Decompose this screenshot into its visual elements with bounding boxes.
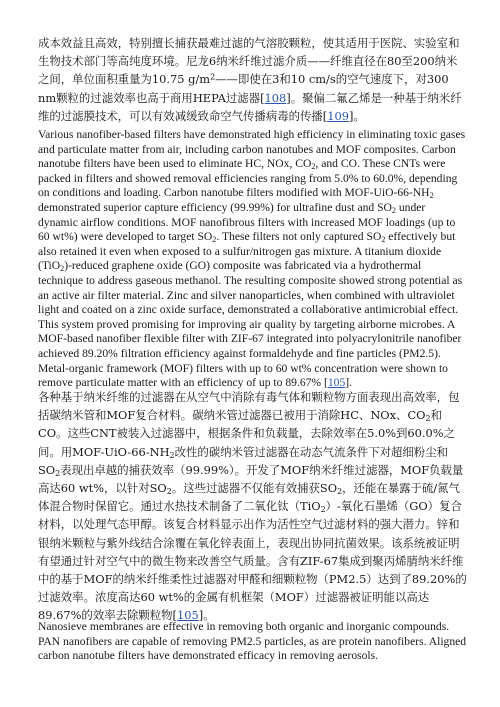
text: ，还能在暴露于硫/氮气体混合物时保留它。通过水热技术制备了二氧化钛（TiO xyxy=(38,481,460,514)
document-page xyxy=(38,34,468,664)
subscript: 2 xyxy=(212,235,217,245)
text: )-reduced graphene oxide (GO) composite was fabricated via a hydrothermal technique to address gaseous methanol. The resulting composite showed strong potential as an active air filter material. Zinc and silver nanoparticles, when combined with ultraviolet light and coated on a zinc oxide surface, demonstrated a collaborative antimicrobial effect. This system proved promising for improving air quality by targeting airborne microbes. A MOF-based nanofiber flexible filter with ZIF-67 integrated into polyacrylonitrile nanofiber achieved 89.20% filtration efficiency against formaldehyde and fine particles (PM2.5). Metal-organic framework (MOF) filters with up to 60 wt% concentration were shown to remove particulate matter with an efficiency of up to 89.67% [ xyxy=(38,259,463,390)
text: , and CO. These CNTs were packed in filters and showed removal efficiencies ranging from 5.0% to 60.0%, depending on conditions and loading. Carbon nanotube filters modified with MOF-UiO-66-NH xyxy=(38,157,458,200)
text: ]。 xyxy=(198,608,215,623)
text: Nanosieve membranes are effective in removing both organic and inorganic compounds. PAN nanofibers are capable of removing PM2.5 particles, as are protein nanofibers. Aligned carbon nanotube filters have demonstrated efficacy in removing aerosols. xyxy=(38,620,467,663)
text: 各种基于纳米纤维的过滤器在从空气中消除有毒气体和颗粒物方面表现出高效率，包括碳纳米管和MOF复合材料。碳纳米管过滤器已被用于消除HC、NOx、CO xyxy=(38,390,460,423)
text: ]。聚偏二氟乙烯是一种基于纳米纤维的过滤膜技术，可以有效减缓致命空气传播病毒的传播[ xyxy=(38,90,462,123)
text: effectively but also retained it even when exposed to a sulfur/nitrogen gas mixture. A titanium dioxide (TiO xyxy=(38,230,456,273)
text: Various nanofiber-based filters have demonstrated high efficiency in eliminating toxic gases and particulate matter from air, including carbon nanotubes and MOF composites. Carbon nanotube filters have been used to eliminate HC, NOx, CO xyxy=(38,128,466,171)
subscript: 2 xyxy=(429,191,434,201)
text: 成本效益且高效，特别擅长捕获最难过滤的气溶胶颗粒，使其适用于医院、实验室和生物技术部门等高纯度环境。尼龙6纳米纤维过滤介质——纤维直径在80至200纳米之间，单位面积重量为10.75 g/m xyxy=(38,36,460,87)
text: ]。 xyxy=(348,108,365,123)
text: demonstrated superior capture efficiency (99.99%) for ultrafine dust and SO xyxy=(38,200,392,214)
citation-link-105[interactable]: 105 xyxy=(177,608,199,623)
subscript: 2 xyxy=(381,235,386,245)
subscript: 2 xyxy=(169,450,175,460)
citation-link-109[interactable]: 109 xyxy=(327,108,349,123)
subscript: 2 xyxy=(425,414,431,424)
paragraph-3-chinese xyxy=(38,388,468,623)
text: under dynamic airflow conditions. MOF nanofibrous filters with increased MOF loadings (up to 60 wt%) were developed to target SO xyxy=(38,200,456,244)
text: . These filters not only captured SO xyxy=(216,230,382,244)
paragraph-1-chinese xyxy=(38,34,468,123)
text: 和CO。这些CNT被装入过滤器中，根据条件和负载量，去除效率在5.0%到60.0%之间。用MOF-UiO-66-NH xyxy=(38,408,456,459)
subscript: 2 xyxy=(60,264,65,274)
citation-link-108[interactable]: 108 xyxy=(264,90,287,105)
text: 改性的碳纳米管过滤器在动态气流条件下对超细粉尘和SO xyxy=(38,444,448,477)
paragraph-2-english xyxy=(38,128,468,390)
citation-link-105[interactable]: 105 xyxy=(327,376,346,390)
subscript: 2 xyxy=(337,487,343,496)
subscript: 2 xyxy=(166,487,172,496)
superscript: 2 xyxy=(210,72,216,82)
subscript: 2 xyxy=(320,505,326,515)
subscript: 2 xyxy=(391,205,396,215)
text: 表现出卓越的捕获效率（99.99%）。开发了MOF纳米纤维过滤器，MOF负载量高达60 wt%，以针对SO xyxy=(38,462,464,496)
text: ——即使在3和10 cm/s的空气速度下，对300 nm颗粒的过滤效率也高于商用HEPA过滤器[ xyxy=(38,72,449,105)
text: ]. xyxy=(345,376,352,390)
text: 。这些过滤器不仅能有效捕获SO xyxy=(171,481,338,496)
text: ）-氧化石墨烯（GO）复合材料，以处理气态甲醇。该复合材料显示出作为活性空气过滤材料的强大潜力。锌和银纳米颗粒与紫外线结合涂覆在氧化锌表面上，表现出协同抗菌效果。该系统被证明有望通过针对空气中的微生物来改善空气质量。含有ZIF-67集成到聚丙烯腈纳米纤维中的基于MOF的纳米纤维柔性过滤器对甲醛和细颗粒物（PM2.5）达到了89.20%的过滤效率。浓度高达60 wt%的金属有机框架（MOF）过滤器被证明能以高达89.67%的效率去除颗粒物[ xyxy=(38,499,467,623)
paragraph-4-english xyxy=(38,620,468,664)
subscript: 2 xyxy=(55,468,61,478)
subscript: 2 xyxy=(311,162,316,172)
